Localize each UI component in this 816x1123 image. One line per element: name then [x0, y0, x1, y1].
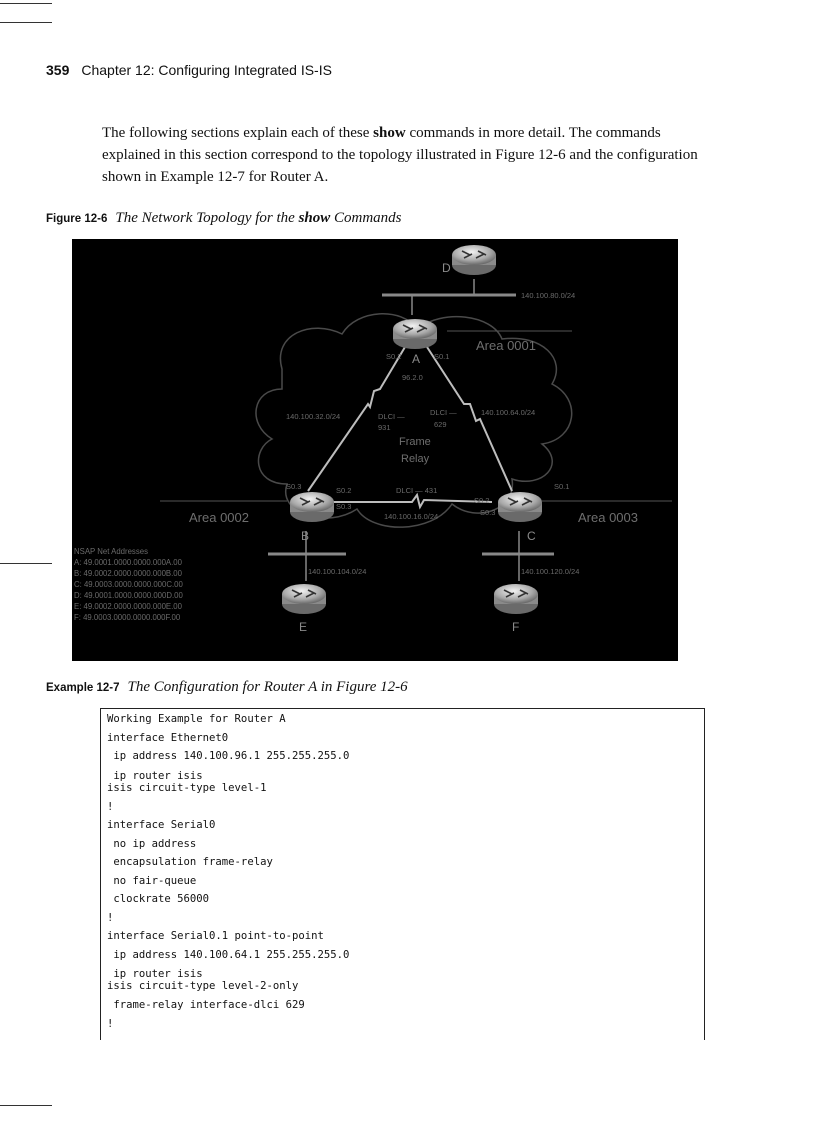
- iface-a-s01: S0.1: [434, 352, 450, 361]
- nsap-address-list: [74, 547, 183, 622]
- code-line: interface Serial0.1 point-to-point: [107, 930, 324, 942]
- iface-c-s01: S0.1: [554, 482, 570, 491]
- iface-a-s02: S0.2: [386, 352, 402, 361]
- area-0001-label: Area 0001: [476, 338, 536, 353]
- code-line: ip router isis isis circuit-type level-1: [107, 769, 267, 794]
- iface-bc-dlci: DLCI — 431: [396, 486, 438, 495]
- iface-a-dlci1b: 931: [378, 423, 391, 432]
- router-c-label: C: [527, 529, 536, 543]
- nsap-line: D: 49.0001.0000.0000.000D.00: [74, 591, 183, 600]
- iface-c-s03: S0.3: [480, 508, 496, 517]
- area-0002-label: Area 0002: [189, 510, 249, 525]
- nsap-line: A: 49.0001.0000.0000.000A.00: [74, 558, 182, 567]
- cloud-label-line1: Frame: [399, 436, 431, 448]
- crop-mark: [0, 3, 52, 4]
- code-line: ip router isis isis circuit-type level-2-only: [107, 968, 299, 992]
- iface-b-s03: S0.3: [286, 482, 302, 491]
- nsap-title: NSAP Net Addresses: [74, 547, 148, 556]
- nsap-line: B: 49.0002.0000.0000.000B.00: [74, 569, 182, 578]
- figure-caption: [46, 209, 402, 227]
- page-header: [46, 62, 332, 78]
- intro-paragraph: [102, 122, 712, 188]
- nsap-line: E: 49.0002.0000.0000.000E.00: [74, 602, 182, 611]
- router-e: [282, 584, 326, 614]
- router-d: [452, 245, 496, 275]
- code-line: !: [107, 1017, 114, 1030]
- iface-a-ip: 96.2.0: [402, 373, 423, 382]
- iface-a-dlci2: DLCI —: [430, 408, 457, 417]
- router-e-label: E: [299, 620, 308, 634]
- router-c: [498, 492, 542, 522]
- nsap-line: F: 49.0003.0000.0000.000F.00: [74, 613, 181, 622]
- nsap-line: C: 49.0003.0000.0000.000C.00: [74, 580, 183, 589]
- area-0003-label: Area 0003: [578, 510, 638, 525]
- code-line: !: [107, 911, 114, 924]
- intro-text-2: commands in more detail. The commands explained in this section correspond to the topology illustrated in Figure 12-6 and the configuration shown in Example 12-7 for Router A.: [102, 125, 698, 185]
- code-line: !: [107, 800, 114, 813]
- crop-mark: [0, 1105, 52, 1106]
- code-listing: [100, 708, 705, 1040]
- code-line: no ip address: [107, 837, 197, 850]
- intro-text-1: The following sections explain each of these: [102, 125, 374, 141]
- router-b: [290, 492, 334, 522]
- subnet-f-lan: 140.100.120.0/24: [521, 567, 580, 576]
- subnet-bc: 140.100.16.0/24: [384, 512, 439, 521]
- figure-label: Figure 12-6: [46, 213, 108, 225]
- router-a: [393, 319, 437, 349]
- subnet-e-lan: 140.100.104.0/24: [308, 567, 367, 576]
- subnet-ab: 140.100.32.0/24: [286, 412, 341, 421]
- network-topology-figure: [72, 239, 678, 661]
- crop-mark: [0, 563, 52, 564]
- code-line: ip address 140.100.96.1 255.255.255.0: [107, 750, 350, 762]
- iface-c-s02: S0.2: [474, 496, 490, 505]
- ac-serial-link: [427, 347, 512, 491]
- example-label: Example 12-7: [46, 682, 120, 694]
- subnet-d-lan: 140.100.80.0/24: [521, 291, 576, 300]
- example-caption: [46, 678, 408, 696]
- code-line: interface Serial0: [107, 819, 216, 831]
- code-line: no fair-queue: [107, 874, 197, 887]
- router-f-label: F: [512, 620, 520, 634]
- intro-bold: show: [373, 125, 406, 141]
- iface-a-dlci2b: 629: [434, 420, 447, 429]
- code-line: encapsulation frame-relay: [107, 856, 273, 868]
- page-number: 359: [46, 62, 70, 78]
- code-line: ip address 140.100.64.1 255.255.255.0: [107, 948, 350, 961]
- bc-serial-link: [332, 495, 492, 507]
- figure-title: The Network Topology for the show Commands: [115, 210, 402, 226]
- router-f: [494, 584, 538, 614]
- code-line: interface Ethernet0: [107, 731, 229, 744]
- example-title: The Configuration for Router A in Figure 12-6: [127, 679, 408, 695]
- router-b-label: B: [301, 529, 310, 543]
- crop-mark: [0, 22, 52, 23]
- iface-a-dlci1: DLCI —: [378, 412, 405, 421]
- chapter-title: Chapter 12: Configuring Integrated IS-IS: [81, 62, 332, 78]
- cloud-label-line2: Relay: [401, 453, 430, 465]
- router-d-label: D: [442, 261, 451, 275]
- code-line: Working Example for Router A: [107, 713, 286, 725]
- iface-b-s03b: S0.3: [336, 502, 352, 511]
- router-a-label: A: [412, 352, 421, 366]
- iface-b-s02: S0.2: [336, 486, 352, 495]
- code-line: frame-relay interface-dlci 629: [107, 999, 305, 1011]
- code-line: clockrate 56000: [107, 893, 210, 905]
- subnet-ac: 140.100.64.0/24: [481, 408, 536, 417]
